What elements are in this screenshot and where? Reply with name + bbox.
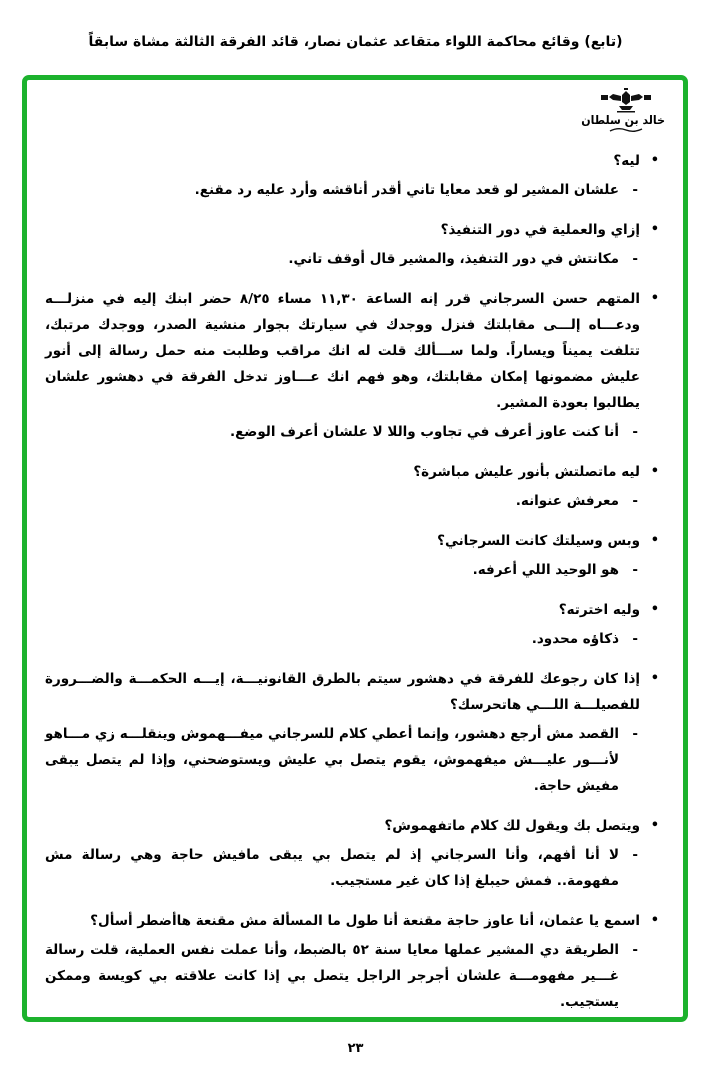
dash-icon: - <box>632 251 638 267</box>
answer-item <box>45 246 638 272</box>
stamp-flourish-icon <box>609 127 643 133</box>
question-item <box>45 286 659 416</box>
dash-icon: - <box>632 847 638 863</box>
question-text: ليه؟ <box>613 153 640 169</box>
question-item <box>45 459 659 485</box>
dash-icon: - <box>632 631 638 647</box>
bullet-icon: • <box>650 153 659 168</box>
dash-icon: - <box>632 726 638 742</box>
bullet-icon: • <box>650 818 659 833</box>
answer-text: ذكاؤه محدود. <box>531 631 619 647</box>
answer-text: علشان المشير لو قعد معايا تاني أقدر أناقشه وأرد عليه رد مقنع. <box>194 182 619 198</box>
answer-text: هو الوحيد اللي أعرفه. <box>472 562 619 578</box>
answer-text: لا أنا أفهم، وأنا السرجاني إذ لم يتصل بي يبقى مافيش حاجة وهي رسالة مش مفهومة.. فمش حيبلغ إذا كان غير مستجيب. <box>45 847 619 889</box>
bullet-icon: • <box>650 602 659 617</box>
question-text: المتهم حسن السرجاني قرر إنه الساعة ١١,٣٠ مساء ٨/٢٥ حضر ابنك إليه في منزلـــه ودعـــاه إلـــى مقابلتك فنزل ووجدك في سيارتك بجوار منشية الصدر، ووجدك مرتبك، تتلفت يميناً ويساراً. ولما ســـألك قلت له انك مراقب وطلبت منه حمل رسالة إلى أنور عليش مضمونها إمكان مقابلتك، وهو فهم انك عـــاوز تدخل الفرقة في دهشور علشان يطالبوا بعودة المشير. <box>45 291 640 411</box>
answer-text: أنا كنت عاوز أعرف في تجاوب واللا لا علشان أعرف الوضع. <box>229 424 619 440</box>
bullet-icon: • <box>650 913 659 928</box>
answer-item <box>45 842 638 894</box>
question-item <box>45 597 659 623</box>
question-item <box>45 148 659 174</box>
answer-item <box>45 177 638 203</box>
question-text: وبس وسيلتك كانت السرجاني؟ <box>437 533 640 549</box>
publisher-stamp <box>581 88 665 133</box>
answer-item <box>45 488 638 514</box>
bullet-icon: • <box>650 671 659 686</box>
answer-item <box>45 557 638 583</box>
dash-icon: - <box>632 562 638 578</box>
bullet-icon: • <box>650 533 659 548</box>
question-item <box>45 908 659 934</box>
question-item <box>45 813 659 839</box>
page-title: (تابع) وقائع محاكمة اللواء متقاعد عثمان نصار، قائد الفرقة الثالثة مشاة سابقاً <box>88 34 623 50</box>
bullet-icon: • <box>650 464 659 479</box>
interrogation-transcript <box>45 148 659 1015</box>
bullet-icon: • <box>650 222 659 237</box>
page-number: ٢٣ <box>347 1041 364 1056</box>
question-text: وليه اخترته؟ <box>558 602 640 618</box>
answer-text: القصد مش أرجع دهشور، وإنما أعطي كلام للسرجاني ميفـــهموش وينقلـــه زي مـــاهو لأنـــور عليـــش ميفهموش، يقوم يتصل بي عليش ويستوضحني، وإذا لم يتصل يبقى مفيش حاجة. <box>45 726 619 794</box>
dash-icon: - <box>632 942 638 958</box>
dash-icon: - <box>632 424 638 440</box>
dash-icon: - <box>632 493 638 509</box>
question-item <box>45 666 659 718</box>
dash-icon: - <box>632 182 638 198</box>
answer-text: معرفش عنوانه. <box>515 493 619 509</box>
question-text: ليه ماتصلتش بأنور عليش مباشرة؟ <box>413 464 640 480</box>
question-text: إذا كان رجوعك للفرقة في دهشور سيتم بالطرق القانونيـــة، إيـــه الحكمـــة والضـــرورة للفصيلـــة اللـــي هاتحرسك؟ <box>45 671 640 713</box>
answer-item <box>45 626 638 652</box>
answer-text: مكانتش في دور التنفيذ، والمشير قال أوقف تاني. <box>288 251 619 267</box>
answer-text: الطريقة دي المشير عملها معايا سنة ٥٢ بالضبط، وأنا عملت نفس العملية، قلت رسالة غـــير مفهومـــة علشان أجرجر الراجل يتصل بي إذا كانت علاقته بي كويسة وممكن يستجيب. <box>45 942 619 1010</box>
answer-item <box>45 419 638 445</box>
question-text: اسمع يا عثمان، أنا عاوز حاجة مقنعة أنا طول ما المسألة مش مقنعة هاأضطر أسأل؟ <box>90 913 640 929</box>
question-item <box>45 528 659 554</box>
question-text: ويتصل بك ويقول لك كلام ماتفهموش؟ <box>384 818 640 834</box>
question-item <box>45 217 659 243</box>
stamp-emblem-icon <box>599 88 653 114</box>
stamp-signature: خالد بن سلطان <box>581 113 665 128</box>
question-text: إزاي والعملية في دور التنفيذ؟ <box>440 222 640 238</box>
answer-item <box>45 937 638 1015</box>
answer-item <box>45 721 638 799</box>
green-border-frame <box>22 75 688 1022</box>
bullet-icon: • <box>650 291 659 306</box>
